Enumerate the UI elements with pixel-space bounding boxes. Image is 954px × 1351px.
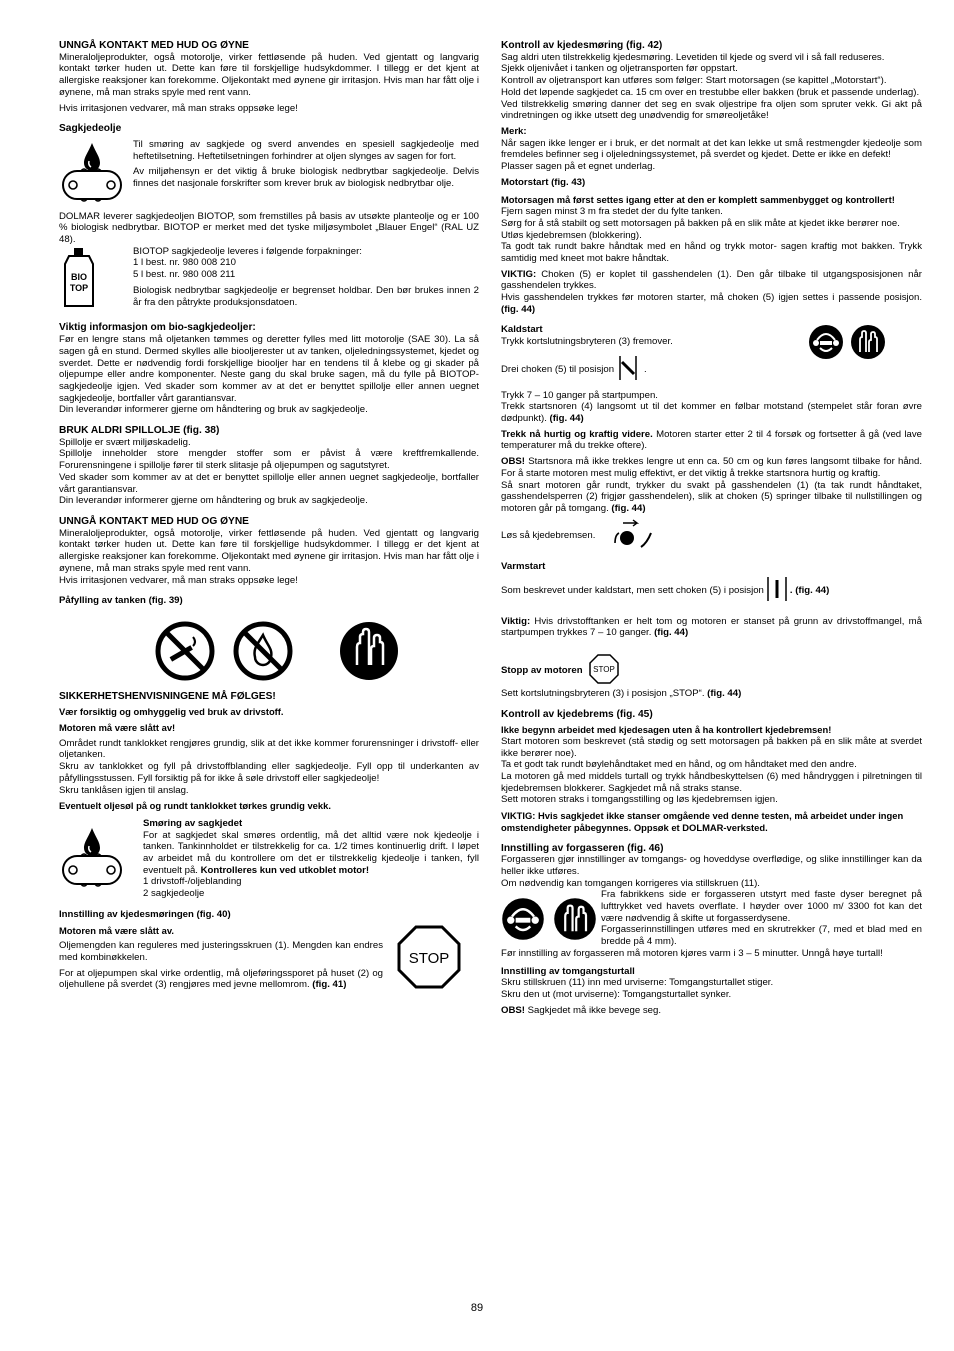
paragraph: Biologisk nedbrytbar sagkjedeolje er begrenset holdbar. Den bør brukes innen 2 år fra den påtrykte produksjonsdatoen. — [133, 284, 479, 308]
stop-sign-icon — [383, 925, 479, 993]
cold-start-ppe-icons — [808, 324, 886, 364]
paragraph: BIOTOP sagkjedeolje leveres i følgende forpakninger: — [133, 245, 362, 257]
engine-stop-heading — [501, 654, 922, 688]
paragraph: VIKTIG: Choken (5) er koplet til gasshendelen (1). Den går tilbake til utgangsposisjonen når gasshendelen trykkes. — [501, 268, 922, 292]
paragraph: La motoren gå med middels turtall og trykk håndbeskyttelsen (6) med håndryggen i pilretningen til kjedebremsen blokkerer. Sagkjedet må nå straks stanse. — [501, 771, 922, 794]
section-title: Innstilling av kjedesmøringen (fig. 40) — [59, 908, 231, 920]
chain-brake-release-icon — [613, 519, 653, 553]
paragraph: Før innstilling av forgasseren må motoren kjøres varm i 3 – 5 minutter. Unngå høye turtall! — [501, 947, 883, 959]
paragraph: Før en lengre stans må oljetanken tømmes og deretter fylles med litt motorolje (SAE 30). La så sagen gå en stund. Dermed skylles alle biooljerester ut av tanken, oljeledningssystemet, kjedet og sverdet. Dette er nødvendig fordi forskjellige biooljer har en tendens til å klebe og gi skader på oljepumpe eller andre komponenter. Neste gang du skal bruke sagen, må du fylle på BIOTOP-sagkjedeolje igjen. Ved skader som kommer av at det er benyttet spillolje eller annen uegnet sagkjedeolje, bortfaller vårt garantiansvar. — [59, 334, 479, 404]
fuel-safety-icons — [155, 621, 479, 685]
paragraph: Forgasseren gjør innstillinger av tomgangs- og hoveddyse overflødige, og slike innstillinger kan da heller ikke utføres. — [501, 854, 922, 877]
section-title: UNNGÅ KONTAKT MED HUD OG ØYNE — [59, 515, 249, 527]
chain-lube-adjust-block — [59, 925, 479, 993]
paragraph: Som beskrevet under kaldstart, men sett choken (5) i posisjon — [501, 585, 764, 597]
paragraph: Av miljøhensyn er det viktig å bruke biologisk nedbrytbar sagkjedeolje. Delvis finnes det nasjonale forskrifter som krever bruk av biologisk nedbrytbar olje. — [133, 166, 479, 190]
paragraph: Om nødvendig kan tomgangen korrigeres via stillskruen (11). — [501, 877, 760, 889]
paragraph: Kontroll av oljetransport kan utføres som følger: Start motorsagen (se kapittel „Motorstart“). — [501, 75, 887, 87]
paragraph: DOLMAR leverer sagkjedeoljen BIOTOP, som fremstilles på basis av utsøkte planteolje og er 100 % biologisk nedbrytbar. BIOTOP er merket med det tyske miljøsymbolet „Blauer Engel“ (RAL UZ 48). — [59, 210, 479, 246]
paragraph: Trekk startsnoren (4) langsomt ut til det kommer en følbar motstand (stempelet står foran øvre dødpunkt). (fig. 44) — [501, 401, 922, 424]
section-title: Kontroll av kjedebrems (fig. 45) — [501, 708, 653, 720]
paragraph: Din leverandør informerer gjerne om håndtering og bruk av sagkjedeolje. — [59, 404, 368, 416]
carburetor-block — [501, 889, 922, 948]
paragraph: Ta godt tak rundt bakre håndtak med en hånd og trykk motor- sagen kraftig mot bakken. Trykk samtidig med kneet mot bakre håndtak. — [501, 241, 922, 264]
paragraph: For at sagkjedet skal smøres ordentlig, må det alltid være nok kjedeolje i tanken. Tankinnholdet er tilstrekkelig for ca. 1/2 times kontinuerlig drift. I løpet av arbeidet må du kontrollere om det er tilstrekkelig kjedeolje i tanken, fyll eventuelt på. Kontrolleres kun ved utkoblet motor! — [143, 829, 479, 876]
section-title: Motorstart (fig. 43) — [501, 176, 586, 188]
section-title: Stopp av motoren — [501, 665, 583, 677]
paragraph: Sett kortslutningsbryteren (3) i posisjon „STOP“. (fig. 44) — [501, 687, 742, 699]
cold-start-block: Kaldstart Trykk kortslutningsbryteren (3) fremover. Drei choken (5) til posisjon . — [501, 324, 922, 385]
paragraph: Løs så kjedebremsen. — [501, 529, 596, 541]
paragraph: Trykk kortslutningsbryteren (3) fremover. — [501, 336, 673, 348]
paragraph: Fjern sagen minst 3 m fra stedet der du fylte tanken. — [501, 206, 723, 218]
bold-note: Motoren må være slått av. — [59, 924, 174, 936]
paragraph: Hvis irritasjonen vedvarer, må man straks oppsøke lege! — [59, 574, 298, 586]
section-title: Sagkjedeolje — [59, 123, 122, 135]
bold-note: Motoren må være slått av! — [59, 722, 176, 734]
left-column — [59, 40, 479, 992]
section-title: BRUK ALDRI SPILLOLJE (fig. 38) — [59, 425, 220, 437]
right-column: Kontroll av kjedesmøring (fig. 42) Sag aldri uten tilstrekkelig kjedesmøring. Levetiden til kjede og sverd vil i så fall reduseres. Sjekk oljenivået i tanken og oljetransporten før oppstart. Kontroll av oljetransport kan utføres som følger: Start motorsagen (se kapittel „Motorstart“). Hold det løpende sagkjedet ca. 15 cm over en trestubbe eller bakken (bruk et passende underlag). Ved tilstrekkelig smøring danner det seg en svak oljestripe fra oljen som spruter vekk. Gi akt på vindretningen og ikke utsett deg unødvendig for smøreoljetåke! Merk: Når sagen ikke lenger er i bruk, er det normalt at det kan lekke ut små restmengder kjedeolje som fremdeles befinner seg i oljeledningssystemet, på sverdet og kjedet. Dette er ikke en defekt! Plasser sagen på et egnet underlag. Motorstart (fig. 43) Motorsagen må først settes igang etter at den er komplett sammenbygget og kontrollert! Fjern sagen minst 3 m fra stedet der du fylte tanken. Sørg for å stå stabilt og sett motorsagen på bakken på en slik måte at kjedet ikke berører noe. Utløs kjedebremsen (blokkering). Ta godt tak rundt bakre håndtak med en hånd og trykk motor- sagen kraftig mot bakken. Trykk samtidig med kneet mot bakre håndtak. VIKTIG: Choken (5) er koplet til gasshendelen (1). Den går tilbake til utgangsposisjonen når gasshendelen trykkes. Hvis gasshendelen trykkes før motoren starter, må choken (5) igjen settes i passende posisjon. (fig. 44) Kaldstart Trykk kortslutningsbryteren (3) fremover. Drei choken (5) til posisjon . Trykk 7 – 10 ganger på startpumpen. Trekk startsnoren (4) langsomt ut til det kommer en følbar motstand (stempelet står foran øvre dødpunkt). (fig. 44) Trekk nå hurtig og kraftig videre. Motoren starter etter 2 til 4 forsøk og fortsetter å gå (ved lave temperaturer må du trekke oftere). OBS! Startsnora må ikke trekkes lengre ut enn ca. 50 cm og kun føres langsomt tilbake for hånd. For å starte motoren mest mulig effektivt, er det viktig å trekke startsnora hurtig og kraftig. Så snart motoren går rundt, trykker du svakt på gasshendelen (1) (ta tak rundt håndtaket, gasshendelsperren (2) frigjør gasshendelen), slik at choken (5) springer tilbake til nullstillingen og motoren går på tomgang. (fig. 44) Løs så kjedebremsen. Varmstart Som beskrevet under kaldstart, men sett choken (5) i posisjon . (fig. 44) Viktig: Hvis drivstofftanken er helt tom og motoren er stanset på grunn av drivstoffmangel, må startpumpen trykkes 7 – 10 ganger. (fig. 44) Stopp av motoren STOP Sett kortslutningsbryteren (3) i posisjon „STOP“. (fig. 44) Kontroll av kjedebrems (fig. 45) Ikke begynn arbeidet med kjedesagen uten å ha kontrollert kjedebremsen! Start motoren som beskrevet (stå stødig og sett motorsagen på bakken på en slik måte at sverdet ikke berører noe). Ta et godt tak rundt bøylehåndtaket med en hånd, og om håndtaket med den andre. La motoren gå med middels turtall og trykk håndbeskyttelsen (6) med håndryggen i pilretningen til kjedebremsen blokkerer. Sagkjedet må nå straks stanse. Sett motoren straks i tomgangsstilling og løs kjedebremsen igjen. VIKTIG: Hvis sagkjedet ikke stanser omgående ved denne testen, må arbeidet under ingen omstendigheter påbegynnes. Oppsøk et DOLMAR-verksted. Innstilling av forgasseren (fig. 46) Forgasseren gjør innstillinger av tomgangs- og hoveddyse overflødige, og slike innstillinger kan da heller ikke utføres. Om nødvendig kan tomgangen korrigeres via stillskruen (11). Fra fabrikkens side er forgasseren utstyrt med faste dyser beregnet på lufttrykket ved havets overflate. I høyder over 1000 m/ 3300 fot kan det være nødvendig å skifte ut forgasserdysene. Forgasserinnstillingen utføres med en skrutrekker (7, med et blad med en bredde på 4 mm). Før innstilling av forgasseren må motoren kjøres varm i 3 – 5 minutter. Unngå høye turtall! Innstilling av tomgangsturtall Skru stillskruen (11) inn med urviserne: Tomgangsturtallet stiger. Skru den ut (mot urviserne): Tomgangsturtallet synker. OBS! Sagkjedet må ikke bevege seg. — [501, 40, 922, 1016]
paragraph: Start motoren som beskrevet (stå stødig og sett motorsagen på bakken på en slik måte at sverdet ikke berører noe). — [501, 735, 922, 759]
bold-note: Motorsagen må først settes igang etter at den er komplett sammenbygget og kontrollert! — [501, 194, 895, 206]
biotop-block — [59, 246, 479, 314]
paragraph: Når sagen ikke lenger er i bruk, er det normalt at det kan lekke ut små restmengder kjedeolje som fremdeles befinner seg i oljeledningssystemet, på sverdet og kjedet. Dette er ikke en defekt! — [501, 137, 922, 161]
section-title: UNNGÅ KONTAKT MED HUD OG ØYNE — [59, 40, 249, 51]
choke-half-icon — [766, 575, 788, 607]
no-smoking-icon — [155, 621, 215, 685]
paragraph: Så snart motoren går rundt, trykker du svakt på gasshendelen (1) (ta tak rundt håndtaket, gasshendelsperren (2) frigjør gasshendelen), slik at choken (5) springer tilbake til nullstillingen og motoren går på tomgang. (fig. 44) — [501, 479, 922, 514]
paragraph: Hold det løpende sagkjedet ca. 15 cm over en trestubbe eller bakken (bruk et passende underlag). — [501, 86, 920, 98]
section-title: Påfylling av tanken (fig. 39) — [59, 595, 183, 607]
paragraph: Forgasserinnstillingen utføres med en skrutrekker (7, med et blad med en bredde på 4 mm). — [601, 924, 922, 948]
paragraph: Spillolje er svært miljøskadelig. — [59, 436, 191, 448]
paragraph: Trykk 7 – 10 ganger på startpumpen. — [501, 389, 658, 401]
paragraph: OBS! Startsnora må ikke trekkes lengre ut enn ca. 50 cm og kun føres langsomt tilbake for hånd. For å starte motoren mest mulig effektivt, er det viktig å trekke startsnora hurtig og kraftig. — [501, 456, 922, 479]
section-title: SIKKERHETSHENVISNINGENE MÅ FØLGES! — [59, 690, 276, 702]
paragraph: Skru stillskruen (11) inn med urviserne: Tomgangsturtallet stiger. — [501, 977, 774, 989]
paragraph: Sørg for å stå stabilt og sett motorsagen på bakken på en slik måte at kjedet ikke berører noe. — [501, 217, 900, 229]
note-label: Merk: — [501, 125, 527, 137]
paragraph: Din leverandør informerer gjerne om håndtering og bruk av sagkjedeolje. — [59, 495, 368, 507]
choke-closed-icon — [618, 354, 640, 386]
section-title: Viktig informasjon om bio-sagkjedeoljer: — [59, 322, 256, 334]
paragraph: Utløs kjedebremsen (blokkering). — [501, 229, 642, 241]
paragraph: Spillolje inneholder store mengder stoffer som er påvist å være kreftfremkallende. Forurensningene i spillolje fører til sterk slitasje på oljepumpen og sagutstyret. — [59, 448, 479, 472]
paragraph: Viktig: Hvis drivstofftanken er helt tom og motoren er stanset på grunn av drivstoffmangel, må startpumpen trykkes 7 – 10 ganger. (fig. 44) — [501, 615, 922, 639]
paragraph: Til smøring av sagkjede og sverd anvendes en spesiell sagkjedeolje med heftetilsetning. Heftetilsetningen forhindrer at oljen slynges av sagen for fort. — [133, 138, 479, 162]
paragraph: Skru den ut (mot urviserne): Tomgangsturtallet synker. — [501, 989, 732, 1000]
paragraph: OBS! Sagkjedet må ikke bevege seg. — [501, 1004, 661, 1016]
section-title: Kaldstart — [501, 324, 543, 336]
paragraph: Mineraloljeprodukter, også motorolje, virker fettløsende på huden. Ved gjentatt og langvarig kontakt tørker huden ut. Dette kan føre til forskjellige hudsykdommer. I tillegg er det kjent at allergiske reaksjoner kan forekomme. Oljekontakt med øynene gir irritasjon. Hvis man har fått olje i øynene, må man straks spyle med rent vann. — [59, 527, 479, 574]
ear-eye-protection-icon — [501, 897, 545, 945]
subsection-title: Smøring av sagkjedet — [143, 817, 243, 829]
stop-label: STOP — [592, 665, 615, 675]
gloves-icon — [339, 621, 399, 685]
list-item: 1 drivstoff-/oljeblanding — [143, 876, 242, 888]
paragraph: Hvis irritasjonen vedvarer, må man straks oppsøke lege! — [59, 102, 298, 114]
paragraph: Sag aldri uten tilstrekkelig kjedesmøring. Levetiden til kjede og sverd vil i så fall reduseres. — [501, 51, 885, 63]
paragraph: Skru tanklåsen igjen til anslag. — [59, 784, 189, 796]
paragraph: Ved tilstrekkelig smøring danner det seg en svak oljestripe fra oljen som spruter vekk. Gi akt på vindretningen og ikke utsett deg unødvendig for smøreoljetåke! — [501, 98, 922, 122]
paragraph: Ved skader som kommer av at det er benyttet spillolje eller annen uegnet sagkjedeolje, bortfaller vårt garantiansvar. — [59, 471, 479, 495]
paragraph: Mineraloljeprodukter, også motorolje, virker fettløsende på huden. Ved gjentatt og langvarig kontakt tørker huden ut. Dette kan føre til forskjellige hudsykdommer. I tillegg er det kjent at allergiske reaksjoner kan forekomme. Oljekontakt med øynene gir irritasjon. Hvis man har fått olje i øynene, må man straks spyle med rent vann. — [59, 51, 479, 98]
section-title: Varmstart — [501, 561, 546, 573]
bold-note: Eventuelt oljesøl på og rundt tanklokket tørkes grundig vekk. — [59, 800, 331, 812]
paragraph: Ta et godt tak rundt bøylehåndtaket med en hånd, og om håndtaket med den andre. — [501, 759, 857, 771]
paragraph: Plasser sagen på et egnet underlag. — [501, 161, 656, 173]
chain-oil-block — [59, 139, 479, 207]
no-open-flame-icon — [233, 621, 293, 685]
paragraph: Hvis gasshendelen trykkes før motoren starter, må choken (5) igjen settes i passende posisjon. (fig. 44) — [501, 292, 922, 315]
paragraph: Sjekk oljenivået i tanken og oljetransporten før oppstart. — [501, 63, 738, 75]
order-number: 5 l best. nr. 980 008 211 — [133, 269, 236, 281]
biotop-bottle-icon — [59, 246, 133, 314]
paragraph: Området rundt tanklokket rengjøres grundig, slik at det ikke kommer forurensninger i drivstoff- eller oljetanken. — [59, 737, 479, 761]
paragraph: For at oljepumpen skal virke ordentlig, må oljeføringssporet på huset (2) og oljehullene på sverdet (3) rengjøres med jevne mellomrom. (fig. 41) — [59, 967, 383, 991]
bold-note: Ikke begynn arbeidet med kjedesagen uten å ha kontrollert kjedebremsen! — [501, 724, 832, 736]
ear-eye-protection-icon — [808, 324, 844, 364]
paragraph: Skru av tanklokket og fyll på drivstoffblanding eller sagkjedeolje. Fyll opp til underkanten av påfyllingsstussen. Fyll forsiktig på for ikke å søle drivstoff eller sagkjedeolje! — [59, 761, 479, 784]
chain-lubrication-block — [59, 818, 479, 900]
biotop-label: TOP — [69, 282, 89, 293]
list-item: 2 sagkjedeolje — [143, 888, 205, 900]
paragraph: Oljemengden kan reguleres med justeringsskruen (1). Mengden kan endres med kombinøkkelen. — [59, 940, 383, 963]
paragraph: Sett motoren straks i tomgangsstilling og løs kjedebremsen igjen. — [501, 794, 778, 806]
gloves-icon — [553, 897, 597, 945]
paragraph: Trekk nå hurtig og kraftig videre. Motoren starter etter 2 til 4 forsøk og fortsetter å gå (ved lave temperaturer må du trekke oftere). — [501, 428, 922, 452]
chain-oil-icon — [59, 818, 143, 892]
stop-label: STOP — [408, 949, 450, 967]
section-title: Innstilling av tomgangsturtall — [501, 965, 635, 977]
page-number: 89 — [470, 1302, 484, 1314]
bold-note: Vær forsiktig og omhyggelig ved bruk av drivstoff. — [59, 706, 284, 718]
section-title: Innstilling av forgasseren (fig. 46) — [501, 842, 664, 854]
order-number: 1 l best. nr. 980 008 210 — [133, 257, 236, 269]
stop-sign-icon — [589, 654, 619, 688]
paragraph: Fra fabrikkens side er forgasseren utstyrt med faste dyser beregnet på lufttrykket ved havets overflate. I høyder over 1000 m/ 3300 fot kan det være nødvendig å skifte ut forgasserdysene. — [601, 889, 922, 924]
section-title: Kontroll av kjedesmøring (fig. 42) — [501, 40, 663, 51]
bold-note: VIKTIG: Hvis sagkjedet ikke stanser omgående ved denne testen, må arbeidet under ingen omstendigheter påbegynnes. Oppsøk et DOLMAR-verksted. — [501, 810, 904, 833]
chain-oil-icon — [59, 139, 133, 207]
gloves-icon — [850, 324, 886, 364]
biotop-label: BIO — [70, 271, 88, 282]
paragraph: Drei choken (5) til posisjon — [501, 363, 615, 375]
carburetor-ppe-icons — [501, 889, 601, 945]
